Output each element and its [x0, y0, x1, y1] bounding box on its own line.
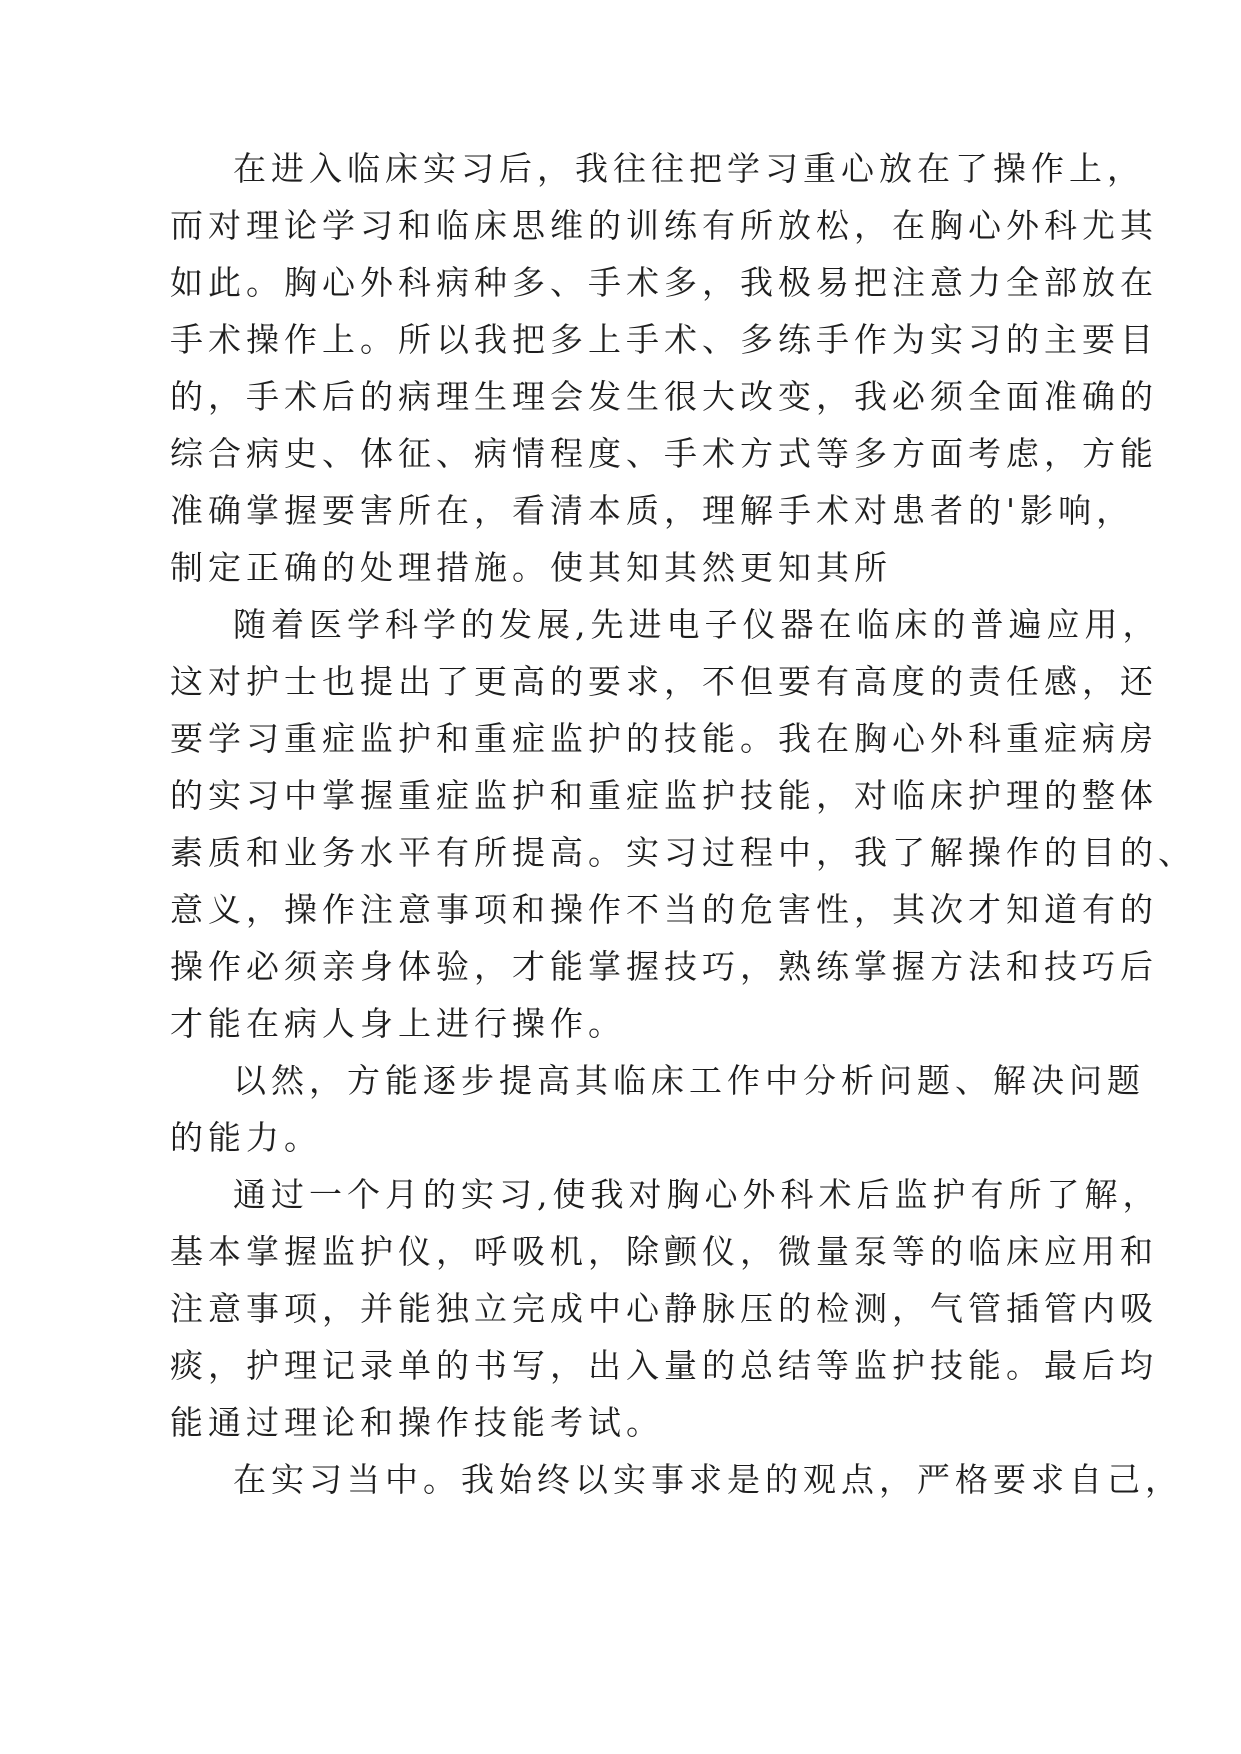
text-line: 基本掌握监护仪，呼吸机，除颤仪，微量泵等的临床应用和 [170, 1232, 1158, 1271]
text-line: 这对护士也提出了更高的要求，不但要有高度的责任感，还 [170, 662, 1158, 701]
text-line: 操作必须亲身体验，才能掌握技巧，熟练掌握方法和技巧后 [170, 947, 1158, 986]
text-line: 意义，操作注意事项和操作不当的危害性，其次才知道有的 [170, 890, 1158, 929]
text-line: 才能在病人身上进行操作。 [170, 1004, 626, 1043]
text-line: 能通过理论和操作技能考试。 [170, 1403, 664, 1442]
text-line: 综合病史、体征、病情程度、手术方式等多方面考虑，方能 [170, 434, 1158, 473]
text-line: 准确掌握要害所在，看清本质，理解手术对患者的'影响， [170, 491, 1135, 530]
text-line: 痰，护理记录单的书写，出入量的总结等监护技能。最后均 [170, 1346, 1158, 1385]
text-line: 而对理论学习和临床思维的训练有所放松，在胸心外科尤其 [170, 206, 1158, 245]
text-line: 的能力。 [170, 1118, 322, 1157]
text-line: 如此。胸心外科病种多、手术多，我极易把注意力全部放在 [170, 263, 1158, 302]
text-line: 的，手术后的病理生理会发生很大改变，我必须全面准确的 [170, 377, 1158, 416]
text-line: 在进入临床实习后，我往往把学习重心放在了操作上， [233, 149, 1145, 188]
text-line: 素质和业务水平有所提高。实习过程中，我了解操作的目的、 [170, 833, 1196, 872]
text-line: 手术操作上。所以我把多上手术、多练手作为实习的主要目 [170, 320, 1158, 359]
text-line: 注意事项，并能独立完成中心静脉压的检测，气管插管内吸 [170, 1289, 1158, 1328]
text-line: 制定正确的处理措施。使其知其然更知其所 [170, 548, 892, 587]
text-line: 随着医学科学的发展,先进电子仪器在临床的普遍应用， [233, 605, 1161, 644]
text-line: 以然，方能逐步提高其临床工作中分析问题、解决问题 [233, 1061, 1145, 1100]
text-line: 在实习当中。我始终以实事求是的观点，严格要求自己， [233, 1460, 1183, 1499]
text-line: 通过一个月的实习,使我对胸心外科术后监护有所了解， [233, 1175, 1161, 1214]
text-line: 的实习中掌握重症监护和重症监护技能，对临床护理的整体 [170, 776, 1158, 815]
text-line: 要学习重症监护和重症监护的技能。我在胸心外科重症病房 [170, 719, 1158, 758]
